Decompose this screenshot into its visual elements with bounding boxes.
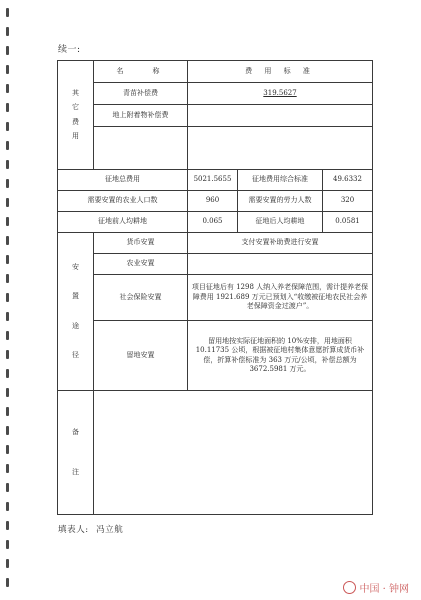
binding-hole-mark [6,103,9,112]
social-value: 项目征地后有 1298 人纳入养老保障范围，需计提养老保障费用 1921.689 万元已预划入“收缴被征地农民社会养老保障资金过渡户”。 [188,275,373,321]
binding-hole-mark [6,198,9,207]
binding-hole-mark [6,331,9,340]
binding-hole-mark [6,274,9,283]
agri-value [188,254,373,275]
binding-hole-mark [6,46,9,55]
anzhi-char-3: 途 [72,321,79,330]
reserve-value: 留用地按实际征地面积的 10%安排，用地面积 10.11735 公顷，根据被征地村集体意愿折算成货币补偿，折算补偿标准为 363 万元/公顷，补偿总额为 3672.5981 万元。 [188,321,373,391]
binding-hole-mark [6,27,9,36]
binding-hole-mark [6,426,9,435]
other-char-4: 用 [72,131,79,140]
header-standard: 费 用 标 准 [188,61,373,83]
header-name: 名 称 [94,61,188,83]
binding-hole-mark [6,217,9,226]
resettlement-label [58,233,94,391]
other-char-2: 它 [72,103,79,112]
binding-hole-mark [6,445,9,454]
watermark-text: 中国 · 钟网 [359,584,409,595]
other-char-1: 其 [72,88,79,97]
site-watermark [343,580,409,595]
binding-hole-mark [6,255,9,264]
binding-hole-mark [6,236,9,245]
binding-hole-mark [6,350,9,359]
other-empty-name [94,127,188,170]
farm-pop-label: 需要安置的农业人口数 [58,191,188,212]
farm-pop-value: 960 [188,191,238,212]
binding-hole-mark [6,521,9,530]
notes-char-2: 注 [72,467,79,476]
notes-char-1: 备 [72,428,79,437]
continuation-label: 续一: [58,45,81,55]
after-label: 征地后人均耕地 [238,212,323,233]
binding-hole-mark [6,84,9,93]
binding-hole-mark [6,122,9,131]
binding-hole-mark [6,407,9,416]
filler-line [58,523,123,535]
binding-hole-mark [6,464,9,473]
notes-value [94,391,373,515]
binding-hole-mark [6,369,9,378]
anzhi-char-1: 安 [72,262,79,271]
binding-hole-mark [6,312,9,321]
notes-label [58,391,94,515]
binding-hole-mark [6,160,9,169]
agri-label: 农业安置 [94,254,188,275]
binding-hole-mark [6,502,9,511]
total-value: 5021.5655 [188,170,238,191]
binding-holes [0,0,14,600]
anzhi-char-4: 径 [72,350,79,359]
seedling-value: 319.5627 [188,83,373,105]
binding-hole-mark [6,179,9,188]
cash-label: 货币安置 [94,233,188,254]
labor-value: 320 [323,191,373,212]
attachment-value [188,105,373,127]
seedling-name: 青苗补偿费 [94,83,188,105]
other-char-3: 费 [72,117,79,126]
land-compensation-table [57,60,373,515]
seal-icon [343,581,356,594]
social-label: 社会保险安置 [94,275,188,321]
binding-hole-mark [6,388,9,397]
filler-name: 冯立航 [96,525,124,535]
filler-label: 填表人: [58,525,89,535]
other-empty-value [188,127,373,170]
anzhi-char-2: 置 [72,292,79,301]
after-value: 0.0581 [323,212,373,233]
before-label: 征地前人均耕地 [58,212,188,233]
other-fees-label [58,61,94,170]
cash-value: 支付安置补助费进行安置 [188,233,373,254]
binding-hole-mark [6,559,9,568]
binding-hole-mark [6,540,9,549]
reserve-label: 留地安置 [94,321,188,391]
binding-hole-mark [6,65,9,74]
binding-hole-mark [6,578,9,587]
before-value: 0.065 [188,212,238,233]
binding-hole-mark [6,141,9,150]
binding-hole-mark [6,483,9,492]
labor-label: 需要安置的劳力人数 [238,191,323,212]
composite-value: 49.6332 [323,170,373,191]
total-label: 征地总费用 [58,170,188,191]
binding-hole-mark [6,293,9,302]
attachment-name: 地上附着物补偿费 [94,105,188,127]
composite-label: 征地费用综合标准 [238,170,323,191]
binding-hole-mark [6,8,9,17]
